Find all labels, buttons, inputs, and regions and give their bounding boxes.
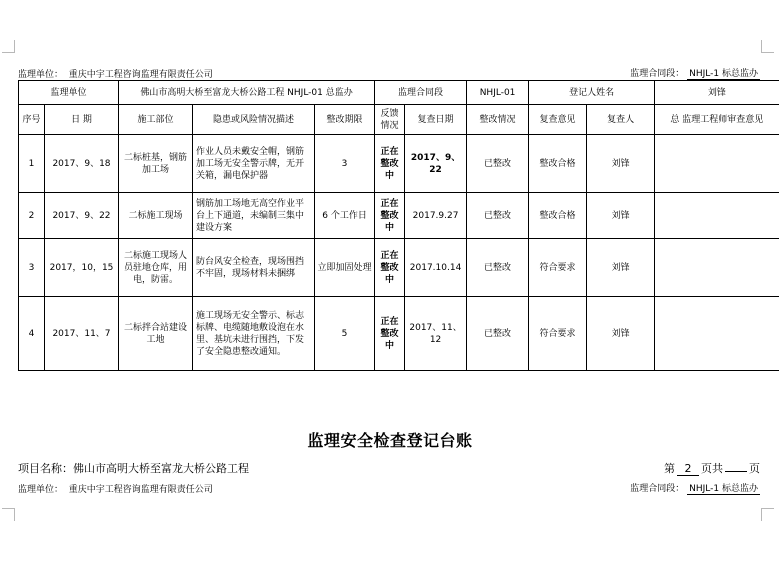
col-chief-opinion: 总 监理工程师审查意见 — [655, 105, 779, 135]
cell-location: 二标桩基，钢筋加工场 — [119, 135, 193, 193]
cell-recheck-opinion: 符合要求 — [529, 297, 587, 371]
page-mid: 页共 — [701, 462, 723, 475]
cell-chief-opinion — [655, 193, 779, 239]
cell-hazard: 防台风安全检查，现场围挡不牢固，现场材料未捆绑 — [193, 239, 315, 297]
info-unit-value: 佛山市高明大桥至富龙大桥公路工程 NHJL-01 总监办 — [119, 81, 375, 105]
safety-inspection-ledger-table — [18, 80, 779, 371]
cell-hazard: 施工现场无安全警示、标志标牌、电缆随地敷设泡在水里、基坑未进行围挡，下发了安全隐患整改通知。 — [193, 297, 315, 371]
cell-chief-opinion — [655, 239, 779, 297]
col-hazard: 隐患或风险情况描述 — [193, 105, 315, 135]
cell-recheck-date: 2017、11、12 — [405, 297, 467, 371]
table-row — [19, 193, 779, 239]
cell-rechecker: 刘锋 — [587, 193, 655, 239]
cell-hazard: 钢筋加工场地无高空作业平台上下通道，未编制三集中建设方案 — [193, 193, 315, 239]
cell-rechecker: 刘锋 — [587, 135, 655, 193]
crop-mark-bottom-left — [2, 508, 15, 521]
col-seq: 序号 — [19, 105, 45, 135]
project-label: 项目名称： — [18, 462, 73, 475]
column-header-row — [19, 105, 779, 135]
supervision-unit — [18, 67, 213, 80]
cell-feedback: 正在整改中 — [375, 297, 405, 371]
ledger-title: 监理安全检查登记台账 — [307, 431, 473, 450]
cell-date: 2017，10，15 — [45, 239, 119, 297]
col-feedback: 反馈情况 — [375, 105, 405, 135]
cell-feedback: 正在整改中 — [375, 135, 405, 193]
cell-location: 二标施工现场 — [119, 193, 193, 239]
page-header — [18, 66, 760, 80]
cell-chief-opinion — [655, 297, 779, 371]
crop-mark-top-left — [2, 40, 15, 53]
supervision-unit-name: 重庆中宇工程咨询监理有限责任公司 — [68, 485, 213, 495]
cell-rectify-status: 已整改 — [467, 193, 529, 239]
cell-feedback: 正在整改中 — [375, 193, 405, 239]
table-row — [19, 239, 779, 297]
contract-section-label: 监理合同段： — [630, 69, 685, 79]
cell-rectify-status: 已整改 — [467, 239, 529, 297]
cell-date: 2017、11、7 — [45, 297, 119, 371]
cell-deadline: 6 个工作日 — [315, 193, 375, 239]
col-rectify-status: 整改情况 — [467, 105, 529, 135]
supervision-unit-name: 重庆中宇工程咨询监理有限责任公司 — [68, 70, 213, 80]
cell-location: 二标施工现场人员驻地仓库，用电，防雷。 — [119, 239, 193, 297]
page-total — [725, 471, 747, 472]
cell-seq: 2 — [19, 193, 45, 239]
cell-recheck-date: 2017.9.27 — [405, 193, 467, 239]
cell-location: 二标拌合站建设工地 — [119, 297, 193, 371]
project-name-block — [18, 460, 249, 476]
crop-mark-top-right — [761, 40, 774, 53]
col-deadline: 整改期限 — [315, 105, 375, 135]
info-registrar-value: 刘锋 — [655, 81, 779, 105]
page-suffix: 页 — [749, 462, 760, 475]
cell-date: 2017、9、22 — [45, 193, 119, 239]
cell-recheck-opinion: 整改合格 — [529, 193, 587, 239]
info-contract-value: NHJL-01 — [467, 81, 529, 105]
page-header-repeat — [18, 481, 760, 495]
cell-rechecker: 刘锋 — [587, 239, 655, 297]
contract-section-label: 监理合同段： — [630, 484, 685, 494]
page-prefix: 第 — [664, 462, 675, 475]
cell-recheck-opinion: 符合要求 — [529, 239, 587, 297]
col-rechecker: 复查人 — [587, 105, 655, 135]
cell-deadline: 5 — [315, 297, 375, 371]
info-contract-label: 监理合同段 — [375, 81, 467, 105]
cell-deadline: 立即加固处理 — [315, 239, 375, 297]
col-location: 施工部位 — [119, 105, 193, 135]
cell-recheck-opinion: 整改合格 — [529, 135, 587, 193]
cell-feedback: 正在整改中 — [375, 239, 405, 297]
contract-section-value: NHJL-1 标总监办 — [687, 481, 760, 495]
table-row — [19, 135, 779, 193]
crop-mark-bottom-right — [761, 508, 774, 521]
col-recheck-date: 复查日期 — [405, 105, 467, 135]
contract-section — [630, 481, 760, 495]
cell-rechecker: 刘锋 — [587, 297, 655, 371]
cell-date: 2017、9、18 — [45, 135, 119, 193]
supervision-unit-label: 监理单位： — [18, 70, 64, 80]
cell-rectify-status: 已整改 — [467, 297, 529, 371]
page-number: 2 — [677, 462, 699, 476]
cell-seq: 4 — [19, 297, 45, 371]
supervision-unit-label: 监理单位： — [18, 485, 64, 495]
cell-seq: 3 — [19, 239, 45, 297]
info-registrar-label: 登记人姓名 — [529, 81, 655, 105]
project-line — [18, 460, 760, 476]
table-row — [19, 297, 779, 371]
cell-rectify-status: 已整改 — [467, 135, 529, 193]
contract-section-value: NHJL-1 标总监办 — [687, 66, 760, 80]
cell-recheck-date: 2017.10.14 — [405, 239, 467, 297]
info-unit-label: 监理单位 — [19, 81, 119, 105]
col-date: 日 期 — [45, 105, 119, 135]
col-recheck-opinion: 复查意见 — [529, 105, 587, 135]
cell-chief-opinion — [655, 135, 779, 193]
cell-seq: 1 — [19, 135, 45, 193]
cell-recheck-date: 2017、9、22 — [405, 135, 467, 193]
supervision-unit — [18, 482, 213, 495]
cell-deadline: 3 — [315, 135, 375, 193]
cell-hazard: 作业人员未戴安全帽，钢筋加工场无安全警示牌，无开关箱，漏电保护器 — [193, 135, 315, 193]
page-counter — [664, 460, 760, 476]
project-name: 佛山市高明大桥至富龙大桥公路工程 — [73, 462, 249, 475]
contract-section — [630, 66, 760, 80]
info-row — [19, 81, 779, 105]
